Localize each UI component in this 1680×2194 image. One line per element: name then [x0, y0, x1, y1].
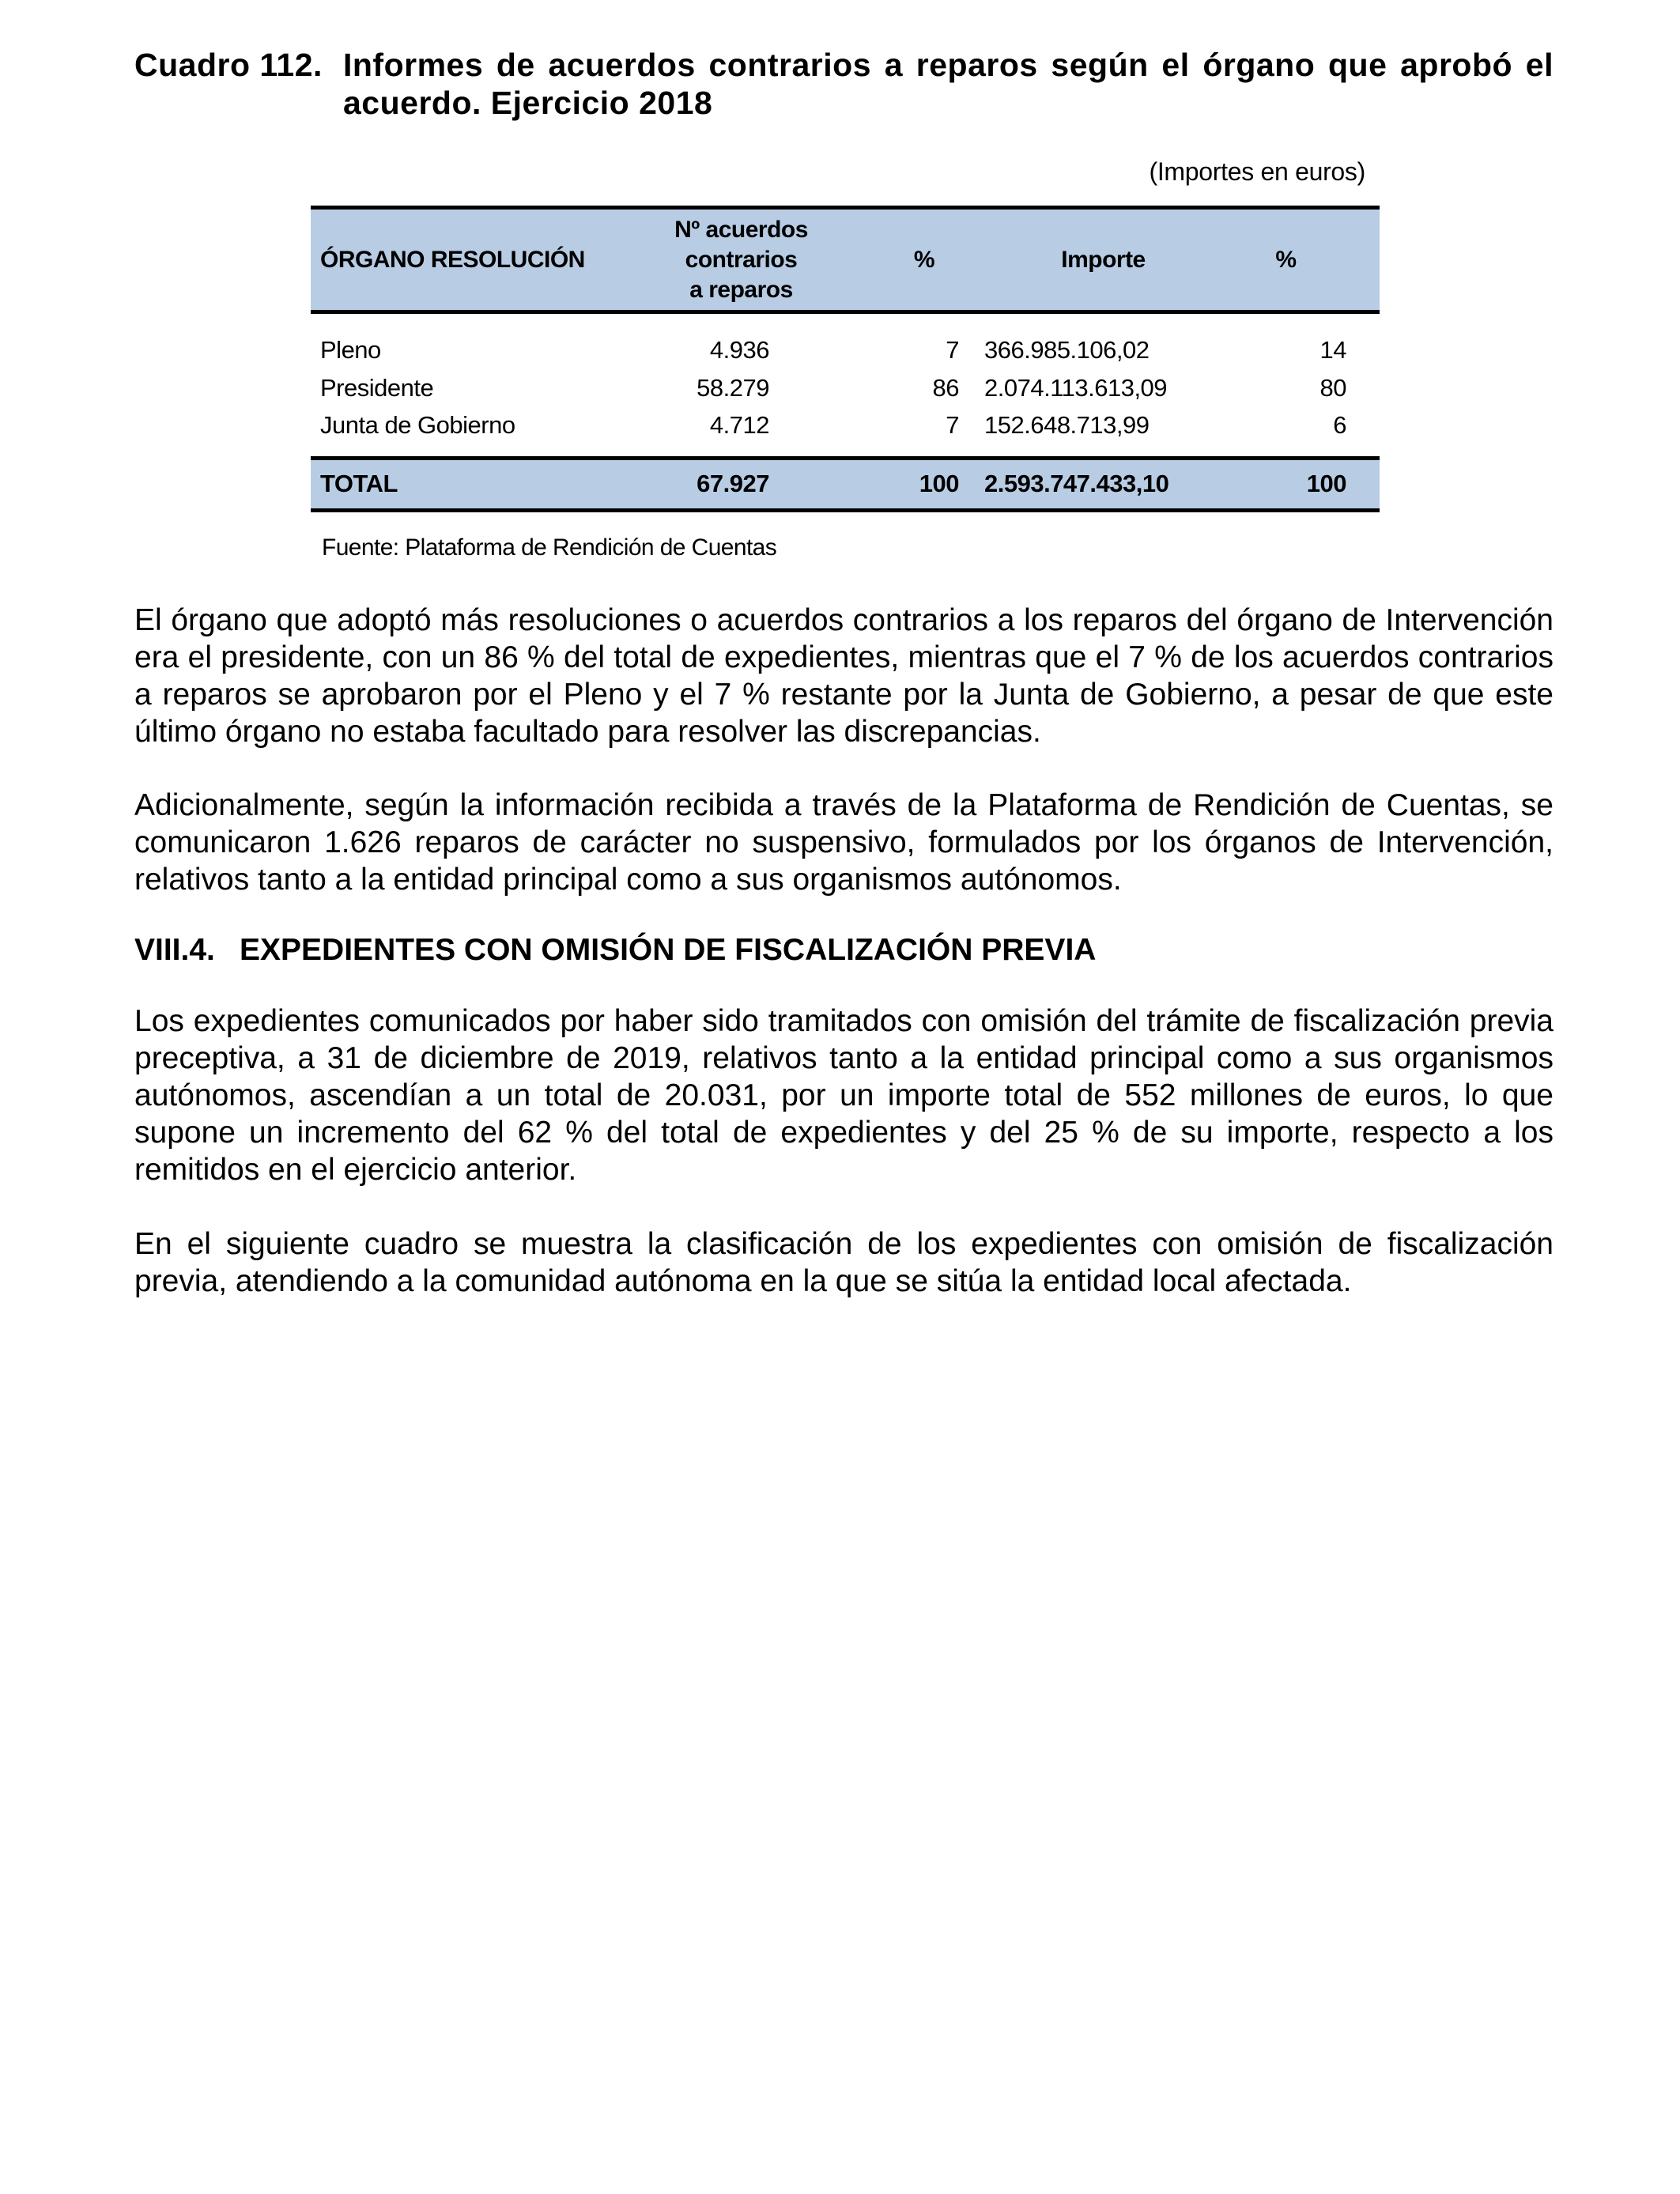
- header-pct-importe: %: [1275, 246, 1297, 273]
- paragraph-reparos: Adicionalmente, según la información recibida a través de la Plataforma de Rendición de Cuentas, se comunicaron 1.626 reparos de carácter no suspensivo, formulados por los órganos de Intervención, relativos tanto a la entidad principal como a sus organismos autónomos.: [134, 788, 1554, 897]
- total-pct: 100: [919, 470, 959, 497]
- cell-organo: Pleno: [320, 336, 381, 364]
- data-table: [311, 206, 1380, 512]
- header-pct: %: [913, 246, 935, 273]
- cell-pct: 86: [932, 373, 959, 402]
- caption-title: Informes de acuerdos contrarios a reparos según el órgano que aprobó el acuerdo. Ejercicio 2018: [343, 47, 1554, 121]
- table-total-row: [311, 458, 1380, 510]
- cell-importe: 2.074.113.613,09: [984, 373, 1168, 402]
- section-number: VIII.4.: [134, 933, 215, 967]
- cell-num: 4.936: [709, 336, 769, 364]
- table-header-row: [311, 208, 1380, 312]
- paragraph-organo: El órgano que adoptó más resoluciones o acuerdos contrarios a los reparos del órgano de Intervención era el presidente, con un 86 % del total de expedientes, mientras que el 7 % de los acuerdos contrarios a reparos se aprobaron por el Pleno y el 7 % restante por la Junta de Gobierno, a pesar de que este último órgano no estaba facultado para resolver las discrepancias.: [134, 603, 1554, 749]
- total-pct-importe: 100: [1306, 470, 1346, 497]
- section-heading: [134, 931, 1096, 969]
- table-row: [311, 312, 1380, 365]
- cell-num: 58.279: [697, 373, 769, 402]
- cell-pct-importe: 80: [1319, 373, 1346, 402]
- cell-pct: 7: [946, 411, 959, 440]
- cell-pct-importe: 6: [1333, 411, 1346, 440]
- header-num-line1: Nº acuerdos contrarios: [674, 216, 808, 273]
- paragraph-expedientes: Los expedientes comunicados por haber sido tramitados con omisión del trámite de fiscalización previa preceptiva, a 31 de diciembre de 2019, relativos tanto a la entidad principal como a sus organismos autónomos, ascendían a un total de 20.031, por un importe total de 552 millones de euros, lo que supone un incremento del 62 % del total de expedientes y del 25 % de su importe, respecto a los remitidos en el ejercicio anterior.: [134, 1004, 1554, 1187]
- cell-organo: Junta de Gobierno: [320, 411, 515, 440]
- total-label: TOTAL: [320, 470, 398, 497]
- cell-num: 4.712: [709, 411, 769, 440]
- cell-pct-importe: 14: [1319, 336, 1346, 364]
- table-row: [311, 364, 1380, 411]
- header-num-acuerdos: [640, 208, 826, 312]
- total-num: 67.927: [697, 470, 769, 497]
- cell-pct: 7: [946, 336, 959, 364]
- header-importe: Importe: [1061, 246, 1146, 273]
- table-caption: [134, 46, 1554, 122]
- paragraph-clasificacion: En el siguiente cuadro se muestra la clasificación de los expedientes con omisión de fiscalización previa, atendiendo a la comunidad autónoma en la que se sitúa la entidad local afectada.: [134, 1227, 1554, 1298]
- caption-label: Cuadro 112.: [134, 47, 323, 83]
- cell-importe: 366.985.106,02: [984, 336, 1150, 364]
- header-num-line2: a reparos: [689, 276, 793, 303]
- table-source-note: Fuente: Plataforma de Rendición de Cuentas: [322, 534, 777, 561]
- cell-importe: 152.648.713,99: [984, 411, 1150, 440]
- total-importe: 2.593.747.433,10: [984, 470, 1169, 497]
- section-title: EXPEDIENTES CON OMISIÓN DE FISCALIZACIÓN PREVIA: [240, 933, 1097, 967]
- header-organo: ÓRGANO RESOLUCIÓN: [320, 246, 585, 273]
- table-row: [311, 411, 1380, 458]
- cell-organo: Presidente: [320, 373, 434, 402]
- units-note: (Importes en euros): [1149, 157, 1365, 186]
